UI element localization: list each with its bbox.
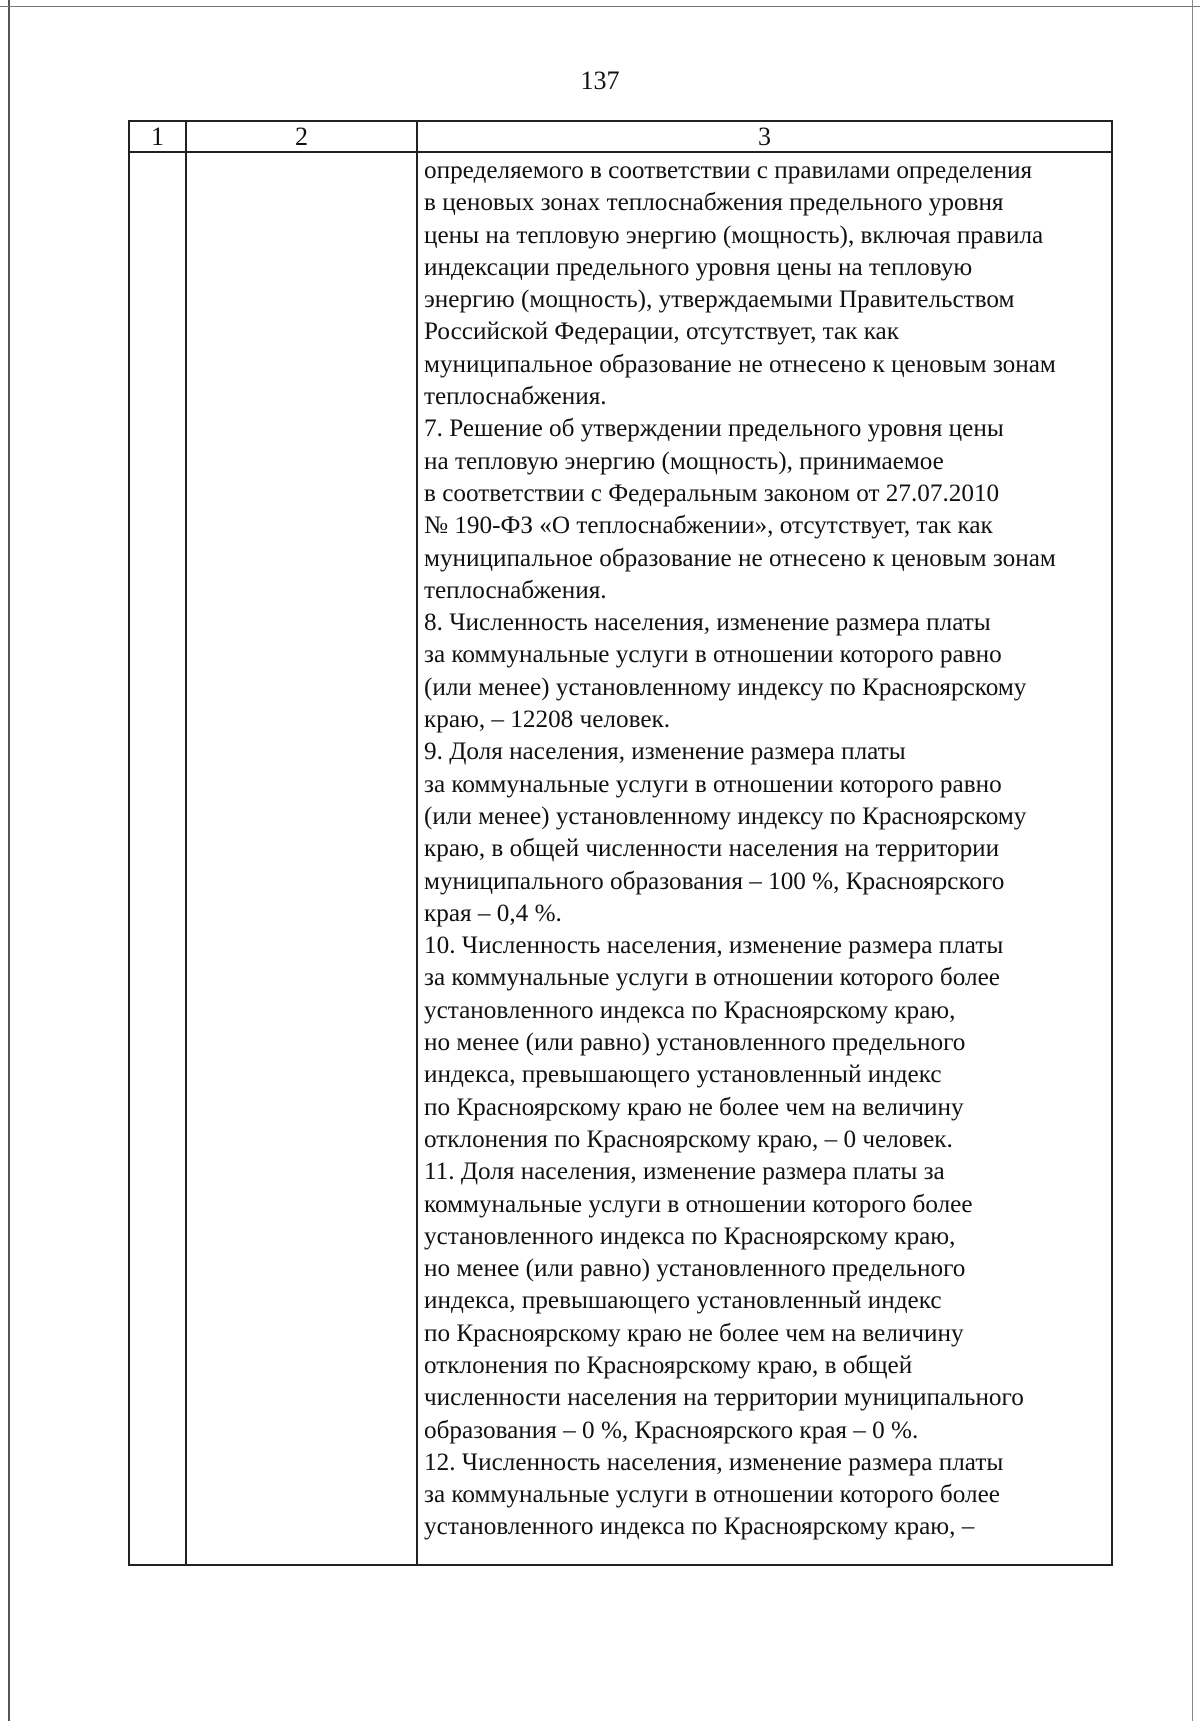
text-line: краю, – 12208 человек. xyxy=(424,706,671,734)
column-divider-1 xyxy=(185,122,187,1564)
text-line: 10. Численность населения, изменение размера платы xyxy=(424,932,1004,960)
text-line: за коммунальные услуги в отношении которого равно xyxy=(424,641,1002,669)
text-line: в ценовых зонах теплоснабжения предельного уровня xyxy=(424,189,1004,217)
text-line: установленного индекса по Красноярскому краю, xyxy=(424,1222,956,1250)
text-line: но менее (или равно) установленного предельного xyxy=(424,1255,966,1283)
text-line: края – 0,4 %. xyxy=(424,899,562,927)
text-line: установленного индекса по Красноярскому краю, – xyxy=(424,1513,975,1541)
text-line: 8. Численность населения, изменение размера платы xyxy=(424,609,991,637)
column-divider-2 xyxy=(416,122,418,1564)
text-line: 11. Доля населения, изменение размера платы за xyxy=(424,1158,945,1186)
text-line: муниципальное образование не отнесено к ценовым зонам xyxy=(424,544,1056,572)
page-number: 137 xyxy=(580,66,620,95)
text-line: индекса, превышающего установленный индекс xyxy=(424,1287,942,1315)
text-line: 7. Решение об утверждении предельного уровня цены xyxy=(424,415,1004,443)
header-cell-3: 3 xyxy=(758,122,771,151)
text-line: в соответствии с Федеральным законом от 27.07.2010 xyxy=(424,479,1000,507)
text-line: коммунальные услуги в отношении которого более xyxy=(424,1190,973,1218)
scan-border-left xyxy=(8,0,10,1721)
text-line: краю, в общей численности населения на территории xyxy=(424,835,1000,863)
text-line: за коммунальные услуги в отношении которого более xyxy=(424,1481,1000,1509)
text-line: по Красноярскому краю не более чем на величину xyxy=(424,1093,964,1121)
text-line: цены на тепловую энергию (мощность), включая правила xyxy=(424,221,1044,249)
text-line: индекса, превышающего установленный индекс xyxy=(424,1061,942,1089)
text-line: индексации предельного уровня цены на тепловую xyxy=(424,253,973,281)
text-line: муниципального образования – 100 %, Красноярского xyxy=(424,867,1005,895)
scan-border-top xyxy=(0,6,1200,7)
text-line: образования – 0 %, Красноярского края – 0 %. xyxy=(424,1416,919,1444)
document-table xyxy=(128,120,1113,1566)
text-line: но менее (или равно) установленного предельного xyxy=(424,1029,966,1057)
header-cell-1: 1 xyxy=(151,122,164,151)
text-line: на тепловую энергию (мощность), принимаемое xyxy=(424,447,944,475)
text-line: (или менее) установленному индексу по Красноярскому xyxy=(424,802,1027,830)
text-line: (или менее) установленному индексу по Красноярскому xyxy=(424,673,1027,701)
text-line: за коммунальные услуги в отношении которого равно xyxy=(424,770,1002,798)
text-line: энергию (мощность), утверждаемыми Правительством xyxy=(424,286,1015,314)
text-line: 9. Доля населения, изменение размера платы xyxy=(424,738,906,766)
header-cell-2: 2 xyxy=(295,122,308,151)
text-line: за коммунальные услуги в отношении которого более xyxy=(424,964,1000,992)
text-line: определяемого в соответствии с правилами определения xyxy=(424,157,1033,184)
text-line: отклонения по Красноярскому краю, – 0 человек. xyxy=(424,1125,953,1153)
text-line: 12. Численность населения, изменение размера платы xyxy=(424,1448,1004,1476)
text-line: теплоснабжения. xyxy=(424,383,607,411)
text-line: теплоснабжения. xyxy=(424,576,607,604)
text-line: Российской Федерации, отсутствует, так как xyxy=(424,318,899,346)
table-header-row xyxy=(130,122,1111,153)
text-line: муниципальное образование не отнесено к ценовым зонам xyxy=(424,350,1056,378)
text-line: № 190-ФЗ «О теплоснабжении», отсутствует, так как xyxy=(424,512,993,540)
table-body-cell-3 xyxy=(420,155,1112,1564)
text-line: по Красноярскому краю не более чем на величину xyxy=(424,1319,964,1347)
scan-border-right xyxy=(1192,0,1193,1721)
text-line: установленного индекса по Красноярскому краю, xyxy=(424,996,956,1024)
text-line: численности населения на территории муниципального xyxy=(424,1384,1024,1412)
text-line: отклонения по Красноярскому краю, в общей xyxy=(424,1351,913,1379)
